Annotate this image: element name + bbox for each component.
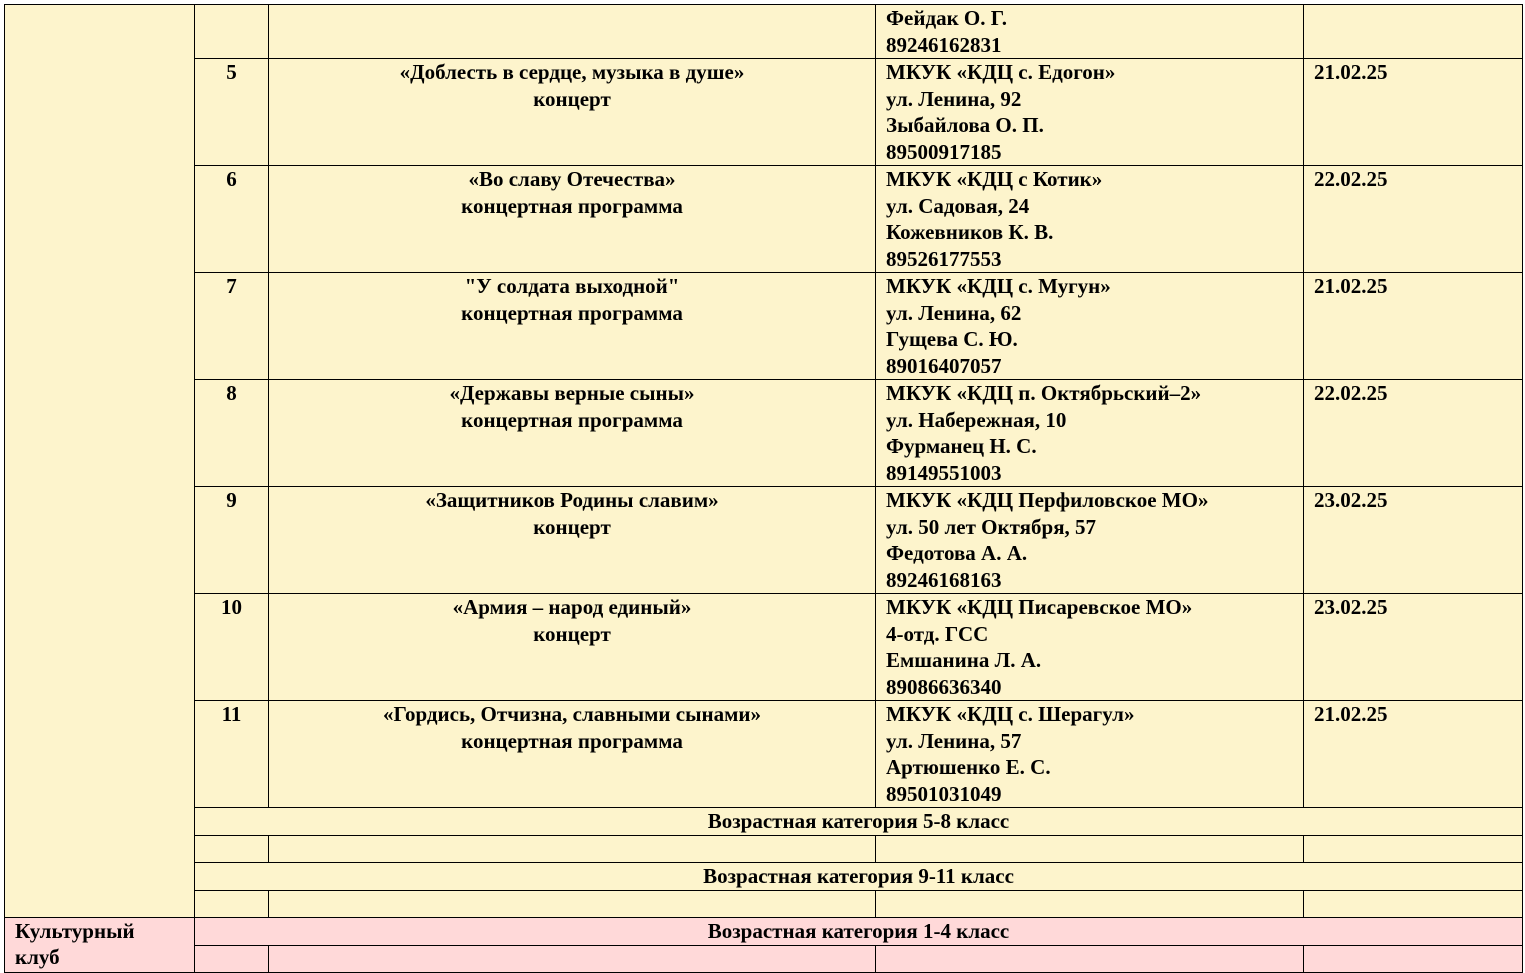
event-date: 23.02.25 [1304,487,1523,594]
contact-person: Гущева С. Ю. [886,327,1018,351]
empty-cell [269,891,876,918]
category-row [5,918,1523,946]
phone-number: 89149551003 [886,460,1002,485]
table-row [5,946,1523,973]
event-type: концерт [533,514,611,539]
table-row [5,487,1523,594]
event-type: концерт [533,621,611,646]
empty-cell [876,946,1304,973]
row-number: 10 [195,594,269,701]
venue-cell [876,59,1304,166]
venue-name: МКУК «КДЦ с. Едогон» [886,60,1116,84]
event-date [1304,5,1523,59]
venue-address: ул. Ленина, 62 [886,300,1022,325]
empty-cell [269,836,876,863]
venue-cell [876,594,1304,701]
table-row [5,273,1523,380]
contact-person: Артюшенко Е. С. [886,755,1051,779]
venue-address: ул. 50 лет Октября, 57 [886,514,1097,539]
empty-cell [876,891,1304,918]
venue-name: МКУК «КДЦ Писаревское МО» [886,595,1193,619]
event-title: «Во славу Отечества» [468,167,676,191]
row-number: 8 [195,380,269,487]
row-number: 9 [195,487,269,594]
table-row [5,836,1523,863]
row-number: 11 [195,701,269,808]
phone-number: 89086636340 [886,674,1002,699]
event-type: концертная программа [461,193,683,218]
table-row [5,891,1523,918]
event-title: «Защитников Родины славим» [425,488,719,512]
empty-cell [269,946,876,973]
table-row [5,5,1523,59]
phone-number: 89016407057 [886,353,1002,378]
event-date: 22.02.25 [1304,166,1523,273]
contact-person: Зыбайлова О. П. [886,113,1044,137]
category-heading: Возрастная категория 5-8 класс [195,808,1523,836]
row-number: 6 [195,166,269,273]
venue-cell [876,487,1304,594]
event-title: «Доблесть в сердце, музыка в душе» [399,60,745,84]
table-row [5,701,1523,808]
event-title: «Державы верные сыны» [449,381,695,405]
contact-person: Фурманец Н. С. [886,434,1037,458]
table-row [5,59,1523,166]
event-title: "У солдата выходной" [464,274,680,298]
venue-cell [876,5,1304,59]
empty-cell [1304,836,1523,863]
event-title-cell [269,166,876,273]
table-row [5,166,1523,273]
empty-cell [195,836,269,863]
event-date: 21.02.25 [1304,59,1523,166]
category-heading: Возрастная категория 1-4 класс [195,918,1523,946]
event-type: концерт [533,86,611,111]
venue-address: ул. Ленина, 92 [886,86,1022,111]
venue-address: ул. Ленина, 57 [886,728,1022,753]
event-type: концертная программа [461,728,683,753]
venue-cell [876,166,1304,273]
venue-name: МКУК «КДЦ п. Октябрьский–2» [886,381,1202,405]
empty-cell [876,836,1304,863]
venue-address: ул. Садовая, 24 [886,193,1030,218]
venue-address: ул. Набережная, 10 [886,407,1067,432]
venue-cell [876,273,1304,380]
event-date: 21.02.25 [1304,273,1523,380]
phone-number: 89246168163 [886,567,1002,592]
phone-number: 89501031049 [886,781,1002,806]
contact-person: Федотова А. А. [886,541,1028,565]
table-row [5,594,1523,701]
event-title-cell [269,594,876,701]
event-title-cell [269,5,876,59]
table-row [5,380,1523,487]
row-number: 7 [195,273,269,380]
category-row [5,808,1523,836]
empty-cell [1304,891,1523,918]
row-number [195,5,269,59]
event-title-cell [269,701,876,808]
event-title-cell [269,487,876,594]
row-number: 5 [195,59,269,166]
contact-person: Фейдак О. Г. [886,6,1008,30]
event-title-cell [269,59,876,166]
venue-cell [876,380,1304,487]
section-label-cell [5,5,195,918]
event-type: концертная программа [461,407,683,432]
event-date: 23.02.25 [1304,594,1523,701]
venue-name: МКУК «КДЦ с. Мугун» [886,274,1111,298]
venue-name: МКУК «КДЦ с Котик» [886,167,1103,191]
empty-cell [195,946,269,973]
event-date: 21.02.25 [1304,701,1523,808]
contact-person: Кожевников К. В. [886,220,1054,244]
empty-cell [195,891,269,918]
phone-number: 89526177553 [886,246,1002,271]
venue-name: МКУК «КДЦ с. Шерагул» [886,702,1135,726]
venue-cell [876,701,1304,808]
category-row [5,863,1523,891]
venue-address: 4-отд. ГСС [886,621,989,646]
event-date: 22.02.25 [1304,380,1523,487]
phone-number: 89246162831 [886,32,1002,57]
event-title-cell [269,273,876,380]
phone-number: 89500917185 [886,139,1002,164]
event-type: концертная программа [461,300,683,325]
club-label: Культурный клуб [5,918,195,973]
venue-name: МКУК «КДЦ Перфиловское МО» [886,488,1209,512]
event-title: «Гордись, Отчизна, славными сынами» [382,702,761,726]
event-title: «Армия – народ единый» [452,595,692,619]
event-title-cell [269,380,876,487]
category-heading: Возрастная категория 9-11 класс [195,863,1523,891]
contact-person: Емшанина Л. А. [886,648,1042,672]
events-table [4,4,1523,973]
empty-cell [1304,946,1523,973]
